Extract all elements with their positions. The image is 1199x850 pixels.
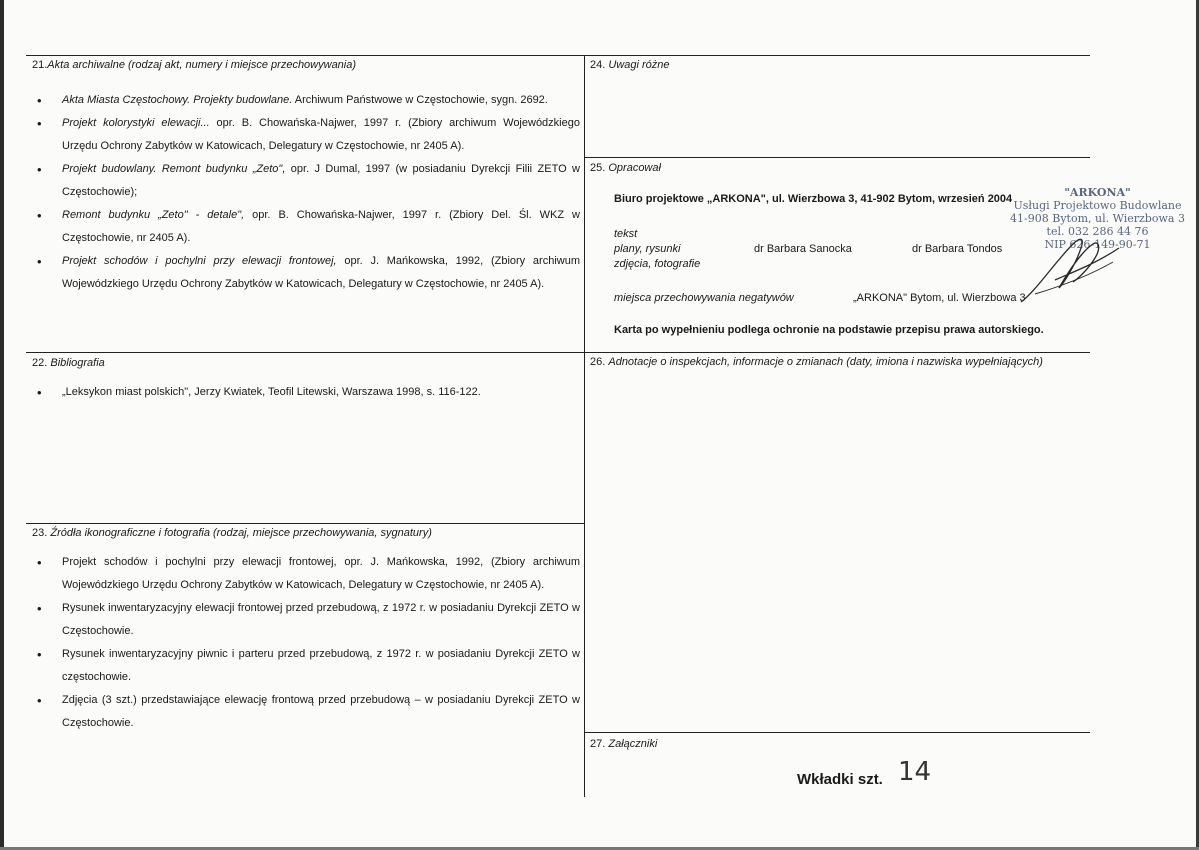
stamp-line: "ARKONA" — [1064, 186, 1131, 199]
stamp-line: tel. 032 286 44 76 — [1046, 225, 1149, 238]
sec25-plany-label: plany, rysunki — [614, 243, 681, 255]
sec24-title: 24. Uwagi różne — [590, 59, 670, 71]
list-item: • Akta Miasta Częstochowy. Projekty budowlane. Archiwum Państwowe w Częstochowie, sygn. 2692. — [32, 89, 580, 112]
sec25-title: 25. Opracował — [590, 162, 661, 174]
sec25-author-tondos: dr Barbara Tondos — [912, 243, 1003, 255]
list-item: • Rysunek inwentaryzacyjny piwnic i parteru przed przebudową, z 1972 r. w posiadaniu Dyrekcji ZETO w częstochowie. — [32, 643, 580, 689]
sec25-author-sanocka: dr Barbara Sanocka — [754, 243, 852, 255]
list-item: • „Leksykon miast polskich", Jerzy Kwiatek, Teofil Litewski, Warszawa 1998, s. 116-122. — [32, 381, 580, 404]
list-item: • Projekt budowlany. Remont budynku „Zeto", opr. J Dumal, 1997 (w posiadaniu Dyrekcji Filii ZETO w Częstochowie); — [32, 158, 580, 204]
list-item: • Zdjęcia (3 szt.) przedstawiające elewację frontową przed przebudową – w posiadaniu Dyrekcji ZETO w Częstochowie. — [32, 689, 580, 735]
list-item: • Projekt kolorystyki elewacji... opr. B. Chowańska-Najwer, 1997 r. (Zbiory archiwum Wojewódzkiego Urzędu Ochrony Zabytków w Katowicach, Delegatury w Częstochowie, nr 2405 A). — [32, 112, 580, 158]
list-item: • Rysunek inwentaryzacyjny elewacji frontowej przed przebudową, z 1972 r. w posiadaniu Dyrekcji ZETO w Częstochowie. — [32, 597, 580, 643]
sec25-tekst-label: tekst — [614, 228, 638, 240]
list-item: • Projekt schodów i pochylni przy elewacji frontowej, opr. J. Mańkowska, 1992, (Zbiory archiwum Wojewódzkiego Urzędu Ochrony Zabytków w Katowicach, Delegatury w Częstochowie, nr 2405 A). — [32, 551, 580, 597]
signature — [1015, 222, 1125, 312]
sec26-title: 26. Adnotacje o inspekcjach, informacje o zmianach (daty, imiona i nazwiska wypełniających) — [590, 356, 1043, 368]
sec25-zdjecia-label: zdjęcia, fotografie — [614, 258, 701, 270]
sec27-title: 27. Załączniki — [590, 738, 658, 750]
list-item: • Remont budynku „Zeto" - detale", opr. B. Chowańska-Najwer, 1997 r. (Zbiory Del. Śl. WKZ w Częstochowie, nr 2405 A). — [32, 204, 580, 250]
divider-24-25 — [584, 157, 1090, 158]
sec22-list — [32, 381, 580, 404]
sec25-copyright-note: Karta po wypełnieniu podlega ochronie na podstawie przepisu prawa autorskiego. — [614, 324, 1044, 336]
divider-row-2 — [26, 352, 1090, 353]
stamp-line: 41-908 Bytom, ul. Wierzbowa 3 — [1010, 212, 1185, 225]
wkladki-count-handwritten: 14 — [898, 757, 932, 787]
scan-left-edge — [0, 0, 4, 850]
stamp-line: Usługi Projektowo Budowlane — [1013, 199, 1182, 212]
wkladki-label: Wkładki szt. — [797, 771, 883, 788]
center-divider — [584, 55, 585, 797]
sec25-negatives-value: „ARKONA" Bytom, ul. Wierzbowa 3 — [853, 292, 1026, 304]
sec23-title: 23. Źródła ikonograficzne i fotografia (rodzaj, miejsce przechowywania, sygnatury) — [32, 527, 432, 539]
sec22-title: 22. Bibliografia — [32, 357, 105, 369]
divider-26-27 — [584, 732, 1090, 733]
divider-22-23 — [26, 523, 584, 524]
sec25-negatives-label: miejsca przechowywania negatywów — [614, 292, 794, 304]
sec25-office: Biuro projektowe „ARKONA", ul. Wierzbowa 3, 41-902 Bytom, wrzesień 2004 — [614, 193, 1013, 205]
top-border — [26, 55, 1090, 56]
sec21-title: 21.Akta archiwalne (rodzaj akt, numery i miejsce przechowywania) — [32, 59, 357, 71]
sec23-list — [32, 551, 580, 735]
sec21-list — [32, 89, 580, 296]
stamp-line: NIP 626-149-90-71 — [1044, 238, 1151, 251]
list-item: • Projekt schodów i pochylni przy elewacji frontowej, opr. J. Mańkowska, 1992, (Zbiory archiwum Wojewódzkiego Urzędu Ochrony Zabytków w Katowicach, Delegatury w Częstochowie, nr 2405 A). — [32, 250, 580, 296]
